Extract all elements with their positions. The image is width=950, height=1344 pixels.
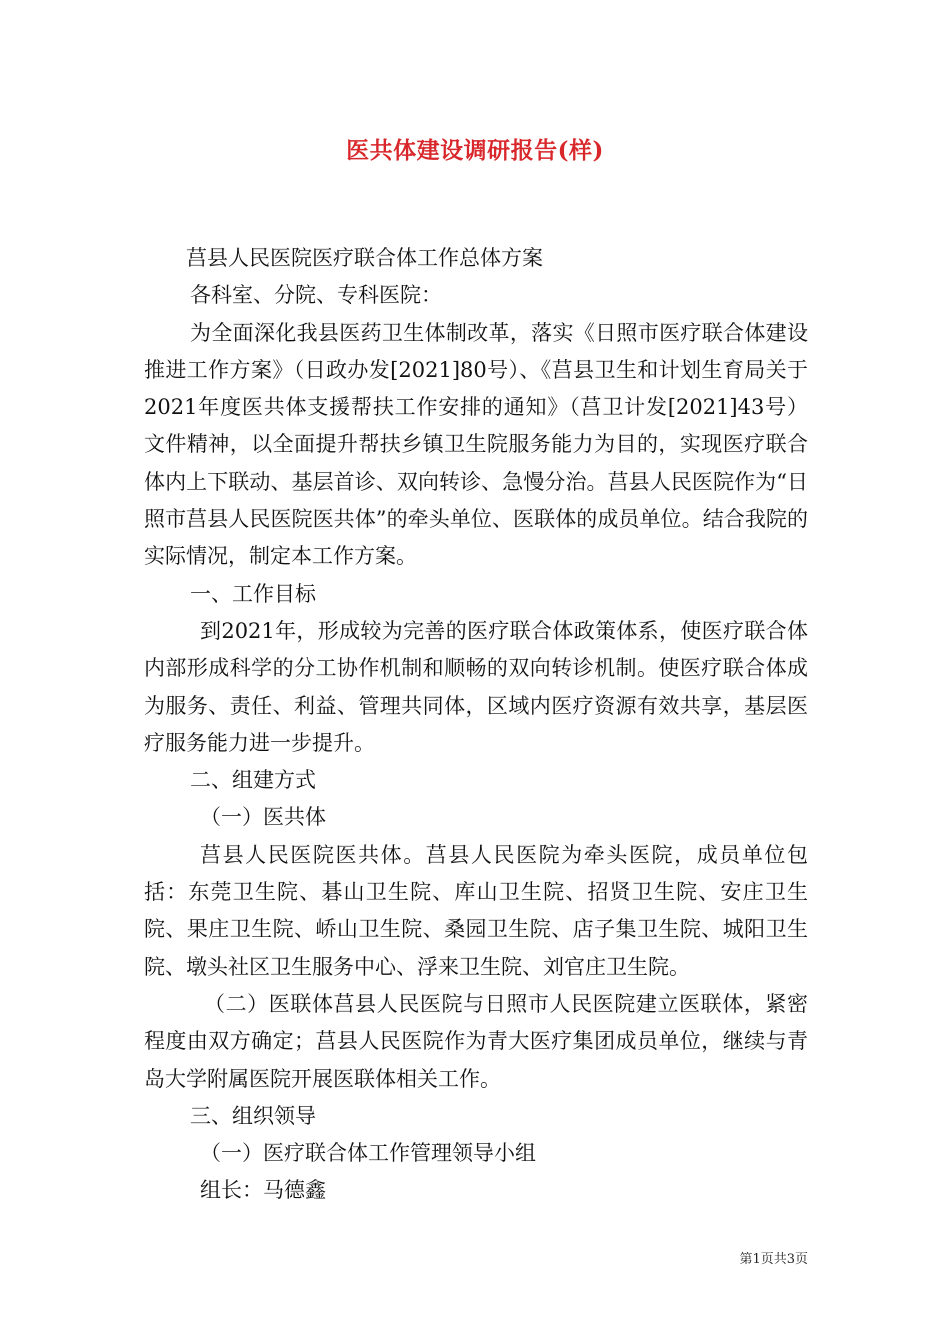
intro-paragraph: 为全面深化我县医药卫生体制改革，落实《日照市医疗联合体建设推进工作方案》（日政办发[2021]80号）、《莒县卫生和计划生育局关于2021年度医共体支援帮扶工作安排的通知》（莒卫计发[2021]43号）文件精神，以全面提升帮扶乡镇卫生院服务能力为目的，实现医疗联合体内上下联动、基层首诊、双向转诊、急慢分治。莒县人民医院作为“日照市莒县人民医院医共体”的牵头单位、医联体的成员单位。结合我院的实际情况，制定本工作方案。 — [144, 320, 808, 569]
section-heading-goals: 一、工作目标 — [190, 581, 316, 606]
document-title: 医共体建设调研报告(样) — [346, 137, 604, 164]
page-indicator: 第1页共3页 — [739, 1252, 808, 1267]
medical-community-paragraph: 莒县人民医院医共体。莒县人民医院为牵头医院，成员单位包括：东莞卫生院、碁山卫生院、库山卫生院、招贤卫生院、安庄卫生院、果庄卫生院、峤山卫生院、桑园卫生院、店子集卫生院、城阳卫生院、墩头社区卫生服务中心、浮来卫生院、刘官庄卫生院。 — [144, 842, 808, 979]
salutation: 各科室、分院、专科医院： — [190, 283, 442, 308]
medical-alliance-paragraph: （二）医联体莒县人民医院与日照市人民医院建立医联体，紧密程度由双方确定；莒县人民医院作为青大医疗集团成员单位，继续与青岛大学附属医院开展医联体相关工作。 — [144, 991, 808, 1091]
document-body — [144, 240, 808, 1210]
section-heading-structure: 二、组建方式 — [190, 768, 316, 793]
section-heading-leadership: 三、组织领导 — [190, 1103, 316, 1128]
goals-paragraph: 到2021年，形成较为完善的医疗联合体政策体系，使医疗联合体内部形成科学的分工协作机制和顺畅的双向转诊机制。使医疗联合体成为服务、责任、利益、管理共同体，区域内医疗资源有效共享，基层医疗服务能力进一步提升。 — [144, 618, 808, 755]
subsection-heading-medical-community: （一）医共体 — [200, 805, 326, 830]
plan-heading: 莒县人民医院医疗联合体工作总体方案 — [186, 246, 543, 270]
subsection-heading-leadership-group: （一）医疗联合体工作管理领导小组 — [200, 1141, 536, 1166]
group-leader-line: 组长：马德鑫 — [200, 1178, 326, 1203]
